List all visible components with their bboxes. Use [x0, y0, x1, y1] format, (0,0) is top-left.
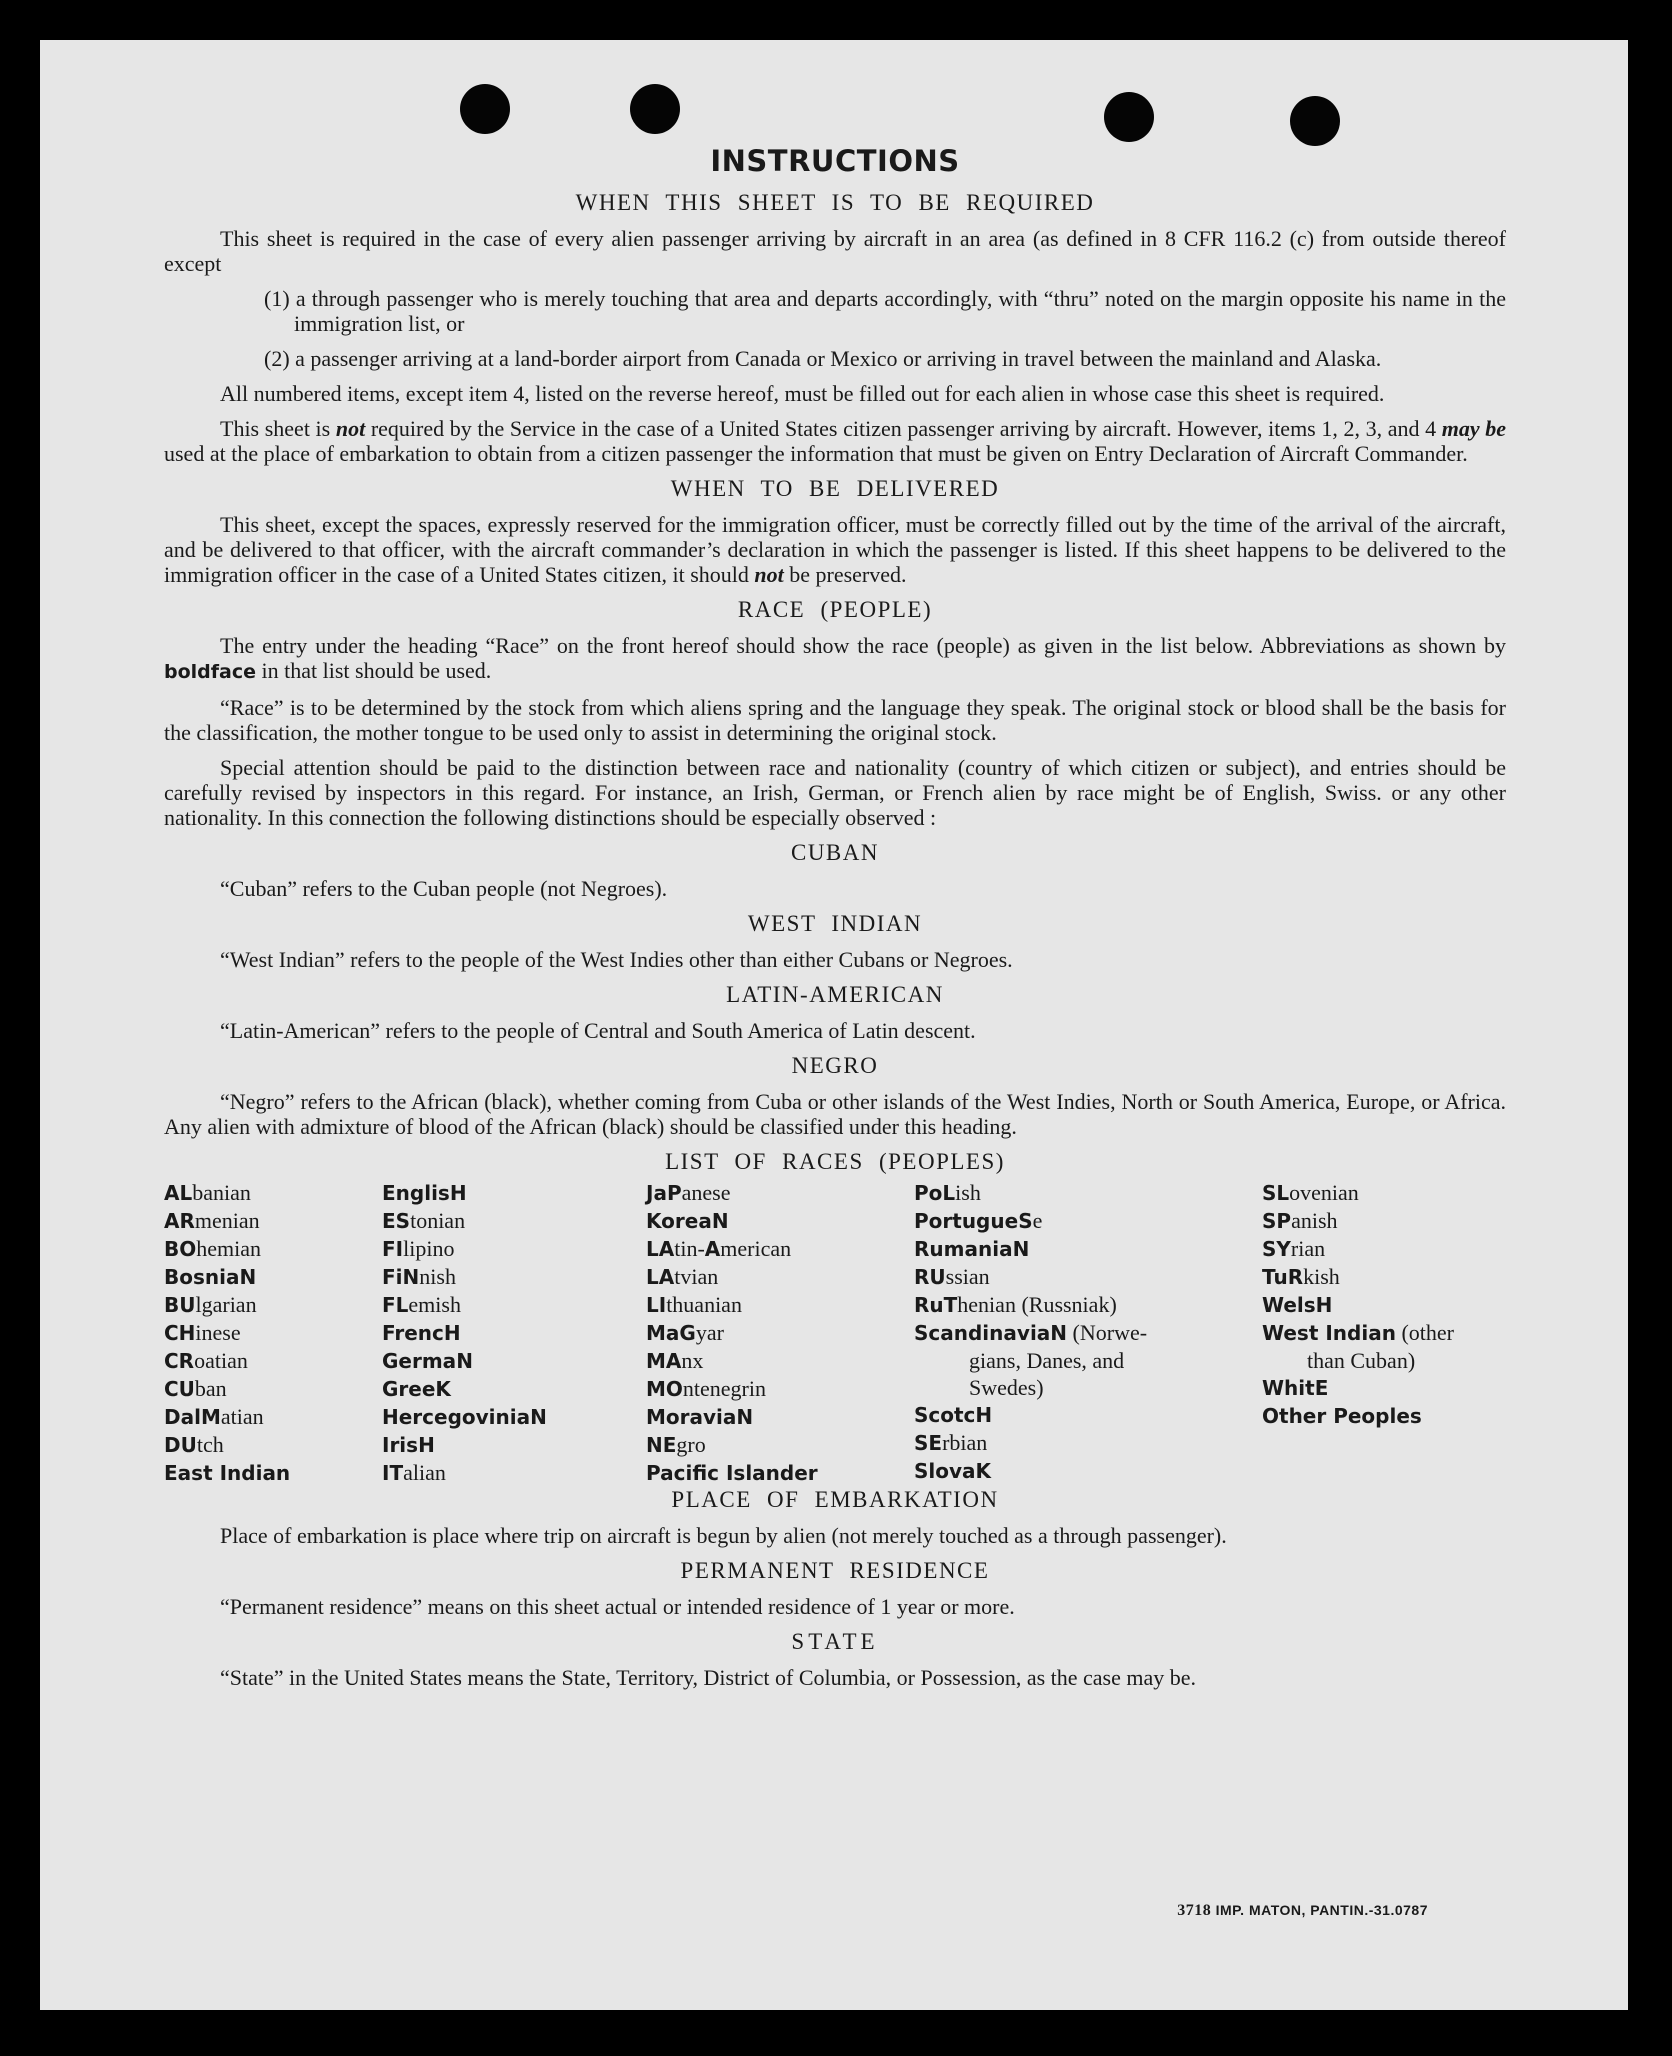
punch-hole: [630, 84, 680, 134]
printer-imprint: [1177, 1902, 1428, 1920]
race-item: ITalian: [382, 1460, 446, 1485]
race-item: MOntenegrin: [646, 1376, 766, 1401]
form-number: 3718: [1177, 1902, 1212, 1919]
race-item: FiNnish: [382, 1264, 456, 1289]
race-item: RumaniaN: [914, 1237, 1030, 1261]
race-item: RuThenian (Russniak): [914, 1292, 1117, 1317]
race-item: CRoatian: [164, 1348, 248, 1373]
section-heading: WHEN THIS SHEET IS TO BE REQUIRED: [575, 190, 1095, 215]
race-item-continued: gians, Danes, and: [969, 1348, 1125, 1373]
race-item: FIlipino: [382, 1236, 455, 1261]
race-item: LIthuanian: [646, 1292, 742, 1317]
race-item: Other Peoples: [1262, 1404, 1422, 1428]
race-item: LAtvian: [646, 1264, 719, 1289]
page-title: INSTRUCTIONS: [710, 144, 960, 178]
race-item: ScandinaviaN (Norwe-: [914, 1320, 1148, 1345]
section-heading: WHEN TO BE DELIVERED: [670, 476, 1000, 501]
section-heading: PLACE OF EMBARKATION: [671, 1487, 999, 1512]
race-item: FLemish: [382, 1292, 461, 1317]
paragraph: This sheet is required in the case of every alien passenger arriving by aircraft in an area (as defined in 8 CFR 116.2 (c) from outside thereof except: [164, 226, 1506, 276]
section-heading: LIST OF RACES (PEOPLES): [665, 1149, 1005, 1174]
paragraph: All numbered items, except item 4, listed on the reverse hereof, must be filled out for each alien in whose case this sheet is required.: [220, 381, 1385, 406]
race-item: SPanish: [1262, 1208, 1338, 1233]
race-item: WhitE: [1262, 1376, 1329, 1400]
race-item: SLovenian: [1262, 1180, 1359, 1205]
definition: “Permanent residence” means on this sheet actual or intended residence of 1 year or more.: [220, 1594, 1015, 1619]
race-item: PortugueSe: [914, 1208, 1043, 1233]
list-item: (1) a through passenger who is merely touching that area and departs accordingly, with “thru” noted on the margin opposite his name in the immigration list, or: [264, 286, 1506, 336]
race-item: CHinese: [164, 1320, 241, 1345]
race-item: NEgro: [646, 1432, 706, 1457]
race-item: HercegoviniaN: [382, 1405, 547, 1429]
race-column: [1262, 1179, 1454, 1430]
race-item: BosniaN: [164, 1265, 257, 1289]
race-item: West Indian (other: [1262, 1320, 1454, 1345]
race-item: BOhemian: [164, 1236, 262, 1261]
section-heading: CUBAN: [790, 840, 879, 865]
race-item: FrencH: [382, 1321, 461, 1345]
race-item: IrisH: [382, 1433, 435, 1457]
section-heading: STATE: [791, 1629, 879, 1654]
definition: “West Indian” refers to the people of the West Indies other than either Cubans or Negroes.: [220, 947, 1013, 972]
punch-hole: [1290, 96, 1340, 146]
race-item: ALbanian: [164, 1180, 251, 1205]
imprint-text: IMP. MATON, PANTIN.-31.0787: [1215, 1902, 1428, 1918]
race-item: PoLish: [914, 1180, 981, 1205]
race-item: ARmenian: [164, 1208, 260, 1233]
section-heading: WEST INDIAN: [747, 911, 923, 936]
race-column: [382, 1179, 547, 1487]
list-item: (2) a passenger arriving at a land-border airport from Canada or Mexico or arriving in travel between the mainland and Alaska.: [264, 346, 1382, 371]
race-item: SlovaK: [914, 1459, 992, 1483]
section-heading: PERMANENT RESIDENCE: [680, 1558, 990, 1583]
race-item: GreeK: [382, 1377, 451, 1401]
race-column: [646, 1179, 818, 1487]
race-item: KoreaN: [646, 1209, 729, 1233]
paragraph: “Race” is to be determined by the stock from which aliens spring and the language they speak. The original stock or blood shall be the basis for the classification, the mother tongue to be used only to assist in determining the original stock.: [164, 695, 1506, 745]
race-item: BUlgarian: [164, 1292, 257, 1317]
race-item: DUtch: [164, 1432, 224, 1457]
race-item: EnglisH: [382, 1181, 467, 1205]
race-item: East Indian: [164, 1461, 291, 1485]
paragraph: Special attention should be paid to the distinction between race and nationality (country of which citizen or subject), and entries should be carefully revised by inspectors in this regard. For instance, an Irish, German, or French alien by race might be of English, Swiss. or any other nationality. In this connection the following distinctions should be especially observed :: [164, 755, 1506, 830]
race-item-continued: Swedes): [969, 1375, 1044, 1400]
race-item: JaPanese: [646, 1180, 731, 1205]
definition: “State” in the United States means the State, Territory, District of Columbia, or Possession, as the case may be.: [220, 1665, 1197, 1690]
race-column: [164, 1179, 290, 1487]
definition: “Cuban” refers to the Cuban people (not Negroes).: [220, 876, 668, 901]
punch-hole: [1104, 92, 1154, 142]
race-item-continued: than Cuban): [1307, 1348, 1416, 1373]
definition: “Latin-American” refers to the people of Central and South America of Latin descent.: [220, 1018, 976, 1043]
punch-hole: [460, 84, 510, 134]
race-item: Pacific Islander: [646, 1461, 818, 1485]
section-heading: LATIN-AMERICAN: [726, 982, 944, 1007]
race-item: SErbian: [914, 1430, 988, 1455]
paragraph: The entry under the heading “Race” on the front hereof should show the race (people) as given in the list below. Abbreviations as shown by boldface in that list should be used.: [164, 633, 1506, 683]
race-item: CUban: [164, 1376, 227, 1401]
section-heading: RACE (PEOPLE): [737, 597, 933, 622]
race-column: [914, 1179, 1147, 1485]
race-list: [164, 1179, 1506, 1485]
race-item: WelsH: [1262, 1293, 1333, 1317]
race-item: TuRkish: [1262, 1264, 1340, 1289]
paragraph: This sheet is not required by the Service in the case of a United States citizen passenger arriving by aircraft. However, items 1, 2, 3, and 4 may be used at the place of embarkation to obtain from a citizen passenger the information that must be given on Entry Declaration of Aircraft Commander.: [164, 416, 1506, 466]
race-item: EStonian: [382, 1208, 466, 1233]
race-item: DalMatian: [164, 1404, 264, 1429]
race-item: MaGyar: [646, 1320, 724, 1345]
race-item: MAnx: [646, 1348, 704, 1373]
race-item: ScotcH: [914, 1403, 993, 1427]
race-item: GermaN: [382, 1349, 473, 1373]
race-item: RUssian: [914, 1264, 990, 1289]
document-sheet: [40, 40, 1628, 2010]
section-heading: NEGRO: [791, 1053, 879, 1078]
paragraph: Place of embarkation is place where trip on aircraft is begun by alien (not merely touched as a through passenger).: [220, 1523, 1227, 1548]
race-item: SYrian: [1262, 1236, 1326, 1261]
race-item: LAtin-American: [646, 1236, 792, 1261]
paragraph: This sheet, except the spaces, expressly reserved for the immigration officer, must be correctly filled out by the time of the arrival of the aircraft, and be delivered to that officer, with the aircraft commander’s declaration in which the passenger is listed. If this sheet happens to be delivered to the immigration officer in the case of a United States citizen, it should not be preserved.: [164, 512, 1506, 587]
paragraph: “Negro” refers to the African (black), whether coming from Cuba or other islands of the West Indies, North or South America, Europe, or Africa. Any alien with admixture of blood of the African (black) should be classified under this heading.: [164, 1089, 1506, 1139]
race-item: MoraviaN: [646, 1405, 754, 1429]
